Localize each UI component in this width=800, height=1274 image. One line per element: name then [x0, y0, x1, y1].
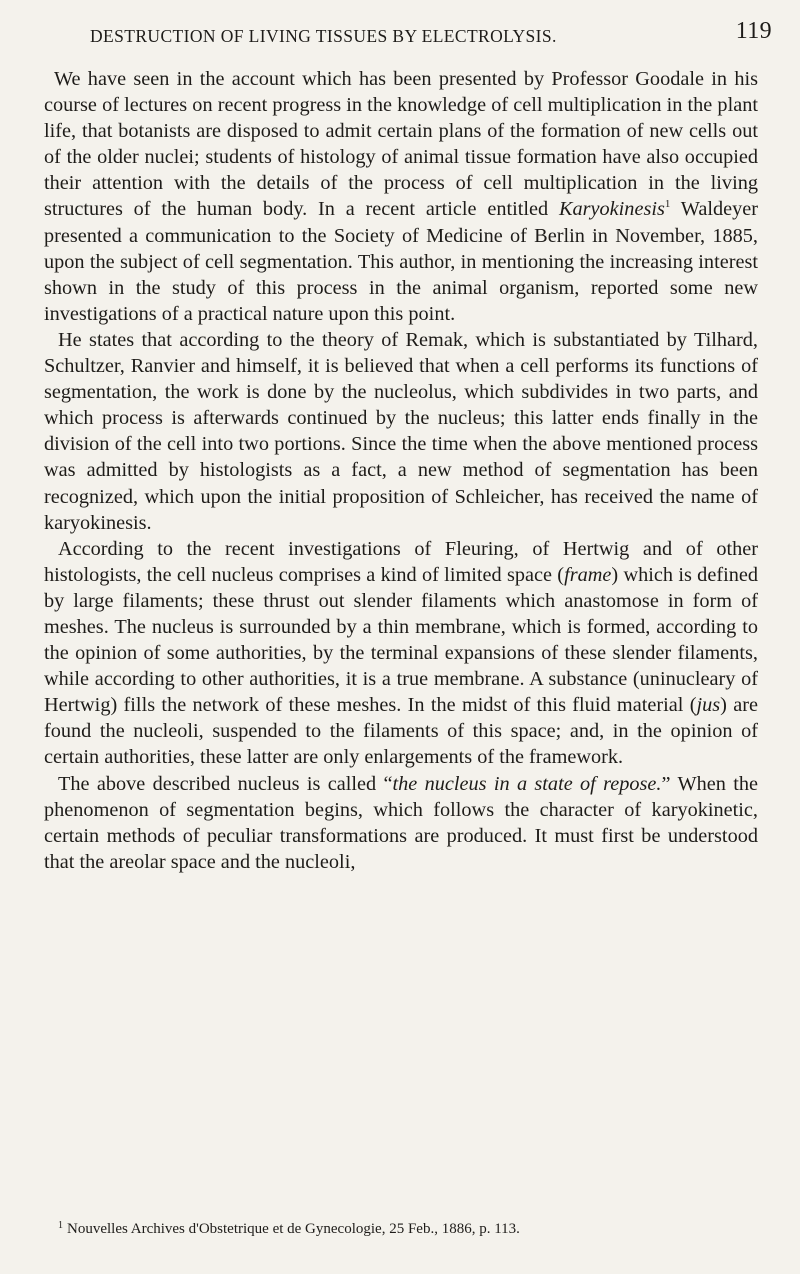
- text-run: ) which is defined by large filaments; these thrust out slender filaments which anastomose in form of meshes. The nucleus is surrounded by a thin membrane, which is formed, according to the opinion of some authorities, by the terminal expansions of these slender filaments, while according to other authorities, it is a true membrane. A substance (uninucleary of Hertwig) fills the network of these meshes. In the midst of this fluid material (: [44, 563, 758, 717]
- paragraph: [44, 66, 758, 327]
- text-run: ” When the phenomenon of segmentation begins, which follows the character of karyokinetic, certain methods of peculiar transformations are produced. It must first be understood that the areolar space and the nucleoli,: [44, 772, 758, 873]
- italic-term: jus: [696, 694, 721, 717]
- text-run: He states that according to the theory of Remak, which is substantiated by Tilhard, Schultzer, Ranvier and himself, it is believed that when a cell performs its functions of segmentation, the work is done by the nucleolus, which subdivides in two parts, and which process is afterwards continued by the nucleus; this latter ends finally in the division of the cell into two portions. Since the time when the above mentioned process was admitted by histologists as a fact, a new method of segmentation has been recognized, which upon the initial proposition of Schleicher, has received the name of karyokinesis.: [44, 328, 758, 534]
- text-run: ) are found the nucleoli, suspended to the filaments of this space; and, in the opinion of certain authorities, these latter are only enlargements of the framework.: [44, 694, 758, 769]
- italic-term: frame: [564, 563, 612, 586]
- italic-term: the nucleus in a state of repose.: [392, 772, 662, 795]
- footnote-ref: 1: [664, 198, 671, 211]
- paragraph: [44, 771, 758, 875]
- text-run: Waldeyer presented a communication to the Society of Medicine of Berlin in November, 1885, upon the subject of cell segmentation. This author, in mentioning the increasing interest shown in the study of this process in the animal organism, reported some new investigations of a practical nature upon this point.: [44, 198, 759, 325]
- running-title: DESTRUCTION OF LIVING TISSUES BY ELECTROLYSIS.: [90, 26, 557, 46]
- body-text: [44, 66, 758, 875]
- paragraph: [44, 327, 758, 536]
- text-run: We have seen in the account which has been presented by Professor Goodale in his course of lectures on recent progress in the knowledge of cell multiplication in the plant life, that botanists are disposed to admit certain plans of the formation of new cells out of the older nuclei; students of histology of animal tissue formation have also occupied their attention with the details of the process of cell multiplication in the living structures of the human body. In a recent article entitled: [44, 68, 758, 221]
- footnote-mark: 1: [58, 1220, 63, 1231]
- paragraph: [44, 536, 758, 771]
- footnote-text: Nouvelles Archives d'Obstetrique et de Gynecologie, 25 Feb., 1886, p. 113.: [67, 1221, 520, 1237]
- text-run: According to the recent investigations of Fleuring, of Hertwig and of other histologists, the cell nucleus comprises a kind of limited space (: [44, 537, 758, 586]
- page-number: 119: [735, 18, 772, 44]
- footnote: [58, 1220, 758, 1238]
- italic-term: Karyokinesis: [558, 198, 665, 221]
- text-run: The above described nucleus is called “: [58, 772, 393, 795]
